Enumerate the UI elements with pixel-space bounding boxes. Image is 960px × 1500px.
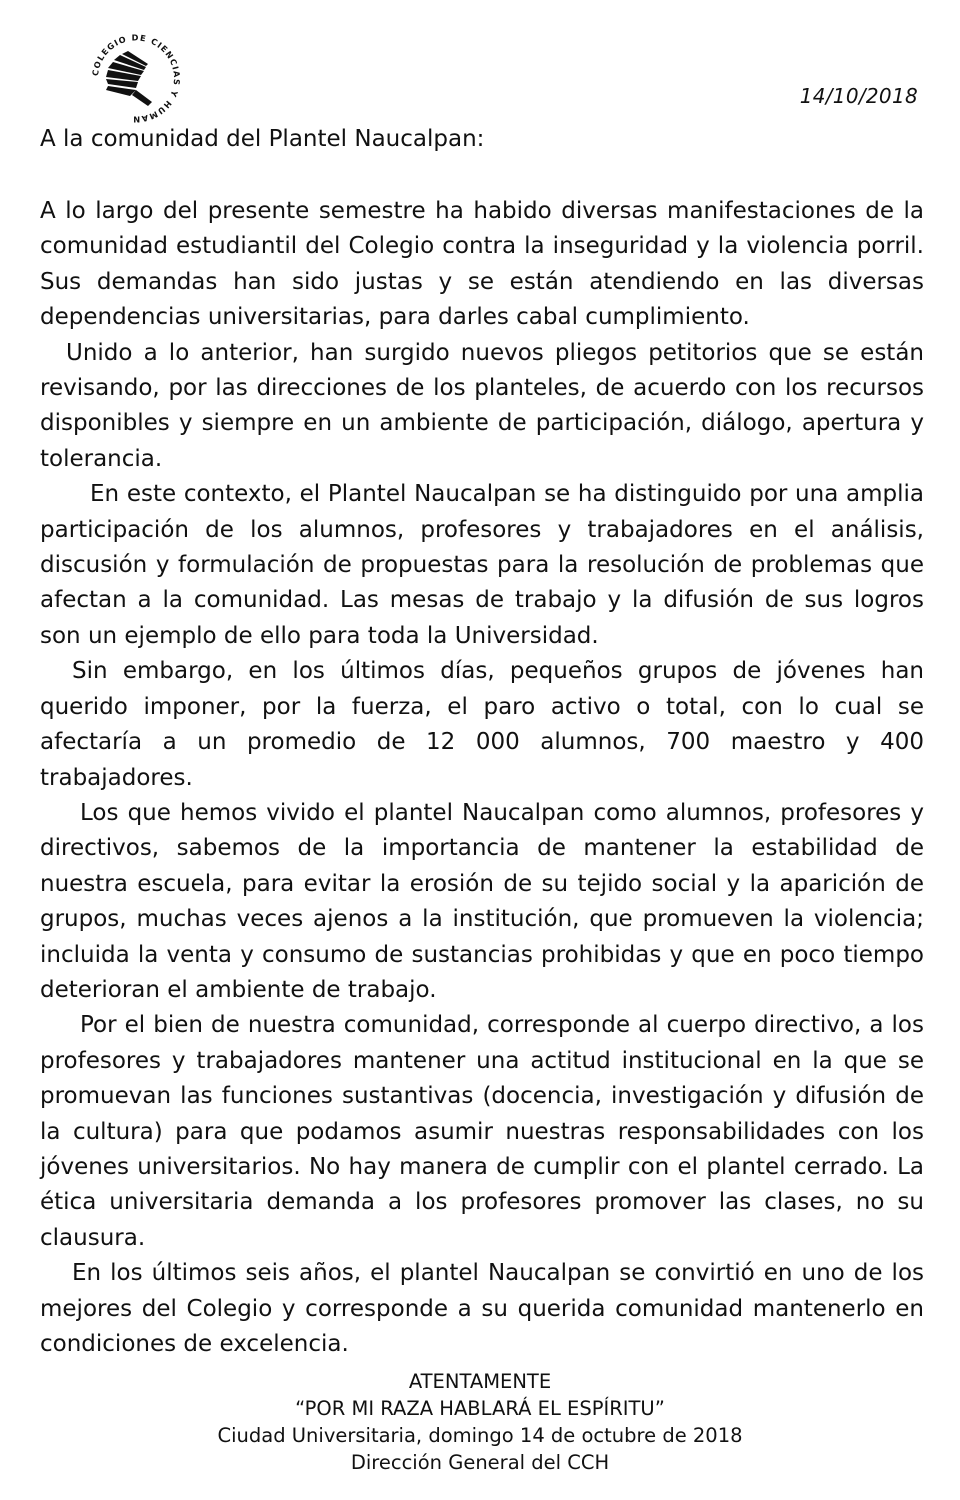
- paragraph: Unido a lo anterior, han surgido nuevos pliegos petitorios que se están revisando, por las direcciones de los planteles, de acuerdo con los recursos disponibles y siempre en un ambiente de participación, diálogo, apertura y tolerancia.: [40, 339, 924, 472]
- paragraph: Los que hemos vivido el plantel Naucalpan como alumnos, profesores y directivos, sabemos de la importancia de mantener la estabilidad de nuestra escuela, para evitar la erosión de su tejido social y la aparición de grupos, muchas veces ajenos a la institución, que promueven la violencia; incluida la venta y consumo de sustancias prohibidas y que en poco tiempo deterioran el ambiente de trabajo.: [40, 799, 924, 1003]
- svg-text:COLEGIO DE CIENCIAS Y HUMANIDA: [86, 24, 182, 124]
- paragraph: Por el bien de nuestra comunidad, corresponde al cuerpo directivo, a los profesores y trabajadores mantener una actitud institucional en la que se promuevan las funciones sustantivas (docencia, investigación y difusión de la cultura) para que podamos asumir nuestras responsabilidades con los jóvenes universitarios. No hay manera de cumplir con el plantel cerrado. La ética universitaria demanda a los profesores promover las clases, no su clausura.: [40, 1012, 924, 1251]
- letter-date: 14/10/2018: [799, 84, 918, 108]
- books-fan-logo-icon: [86, 24, 186, 124]
- closing-motto: “POR MI RAZA HABLARÁ EL ESPÍRITU”: [295, 1397, 665, 1420]
- closing-salutation: ATENTAMENTE: [408, 1370, 552, 1393]
- closing-signatory: Dirección General del CCH: [350, 1451, 610, 1474]
- letter-body: [40, 194, 924, 1362]
- logo-text: COLEGIO DE CIENCIAS Y HUMAN: [89, 32, 183, 124]
- closing-place-date: Ciudad Universitaria, domingo 14 de octubre de 2018: [217, 1424, 743, 1447]
- letter-closing: [0, 1368, 960, 1476]
- greeting: A la comunidad del Plantel Naucalpan:: [40, 126, 485, 152]
- paragraph: Sin embargo, en los últimos días, pequeños grupos de jóvenes han querido imponer, por la fuerza, el paro activo o total, con lo cual se afectaría a un promedio de 12 000 alumnos, 700 maestro y 400 trabajadores.: [40, 658, 924, 791]
- paragraph: A lo largo del presente semestre ha habido diversas manifestaciones de la comunidad estudiantil del Colegio contra la inseguridad y la violencia porril. Sus demandas han sido justas y se están atendiendo en las diversas dependencias universitarias, para darles cabal cumplimiento.: [40, 198, 924, 331]
- paragraph: En los últimos seis años, el plantel Naucalpan se convirtió en uno de los mejores del Colegio y corresponde a su querida comunidad mantenerlo en condiciones de excelencia.: [40, 1260, 924, 1357]
- paragraph: En este contexto, el Plantel Naucalpan se ha distinguido por una amplia participación de los alumnos, profesores y trabajadores en el análisis, discusión y formulación de propuestas para la resolución de problemas que afectan a la comunidad. Las mesas de trabajo y la difusión de sus logros son un ejemplo de ello para toda la Universidad.: [40, 481, 924, 649]
- cch-logo: [86, 24, 186, 124]
